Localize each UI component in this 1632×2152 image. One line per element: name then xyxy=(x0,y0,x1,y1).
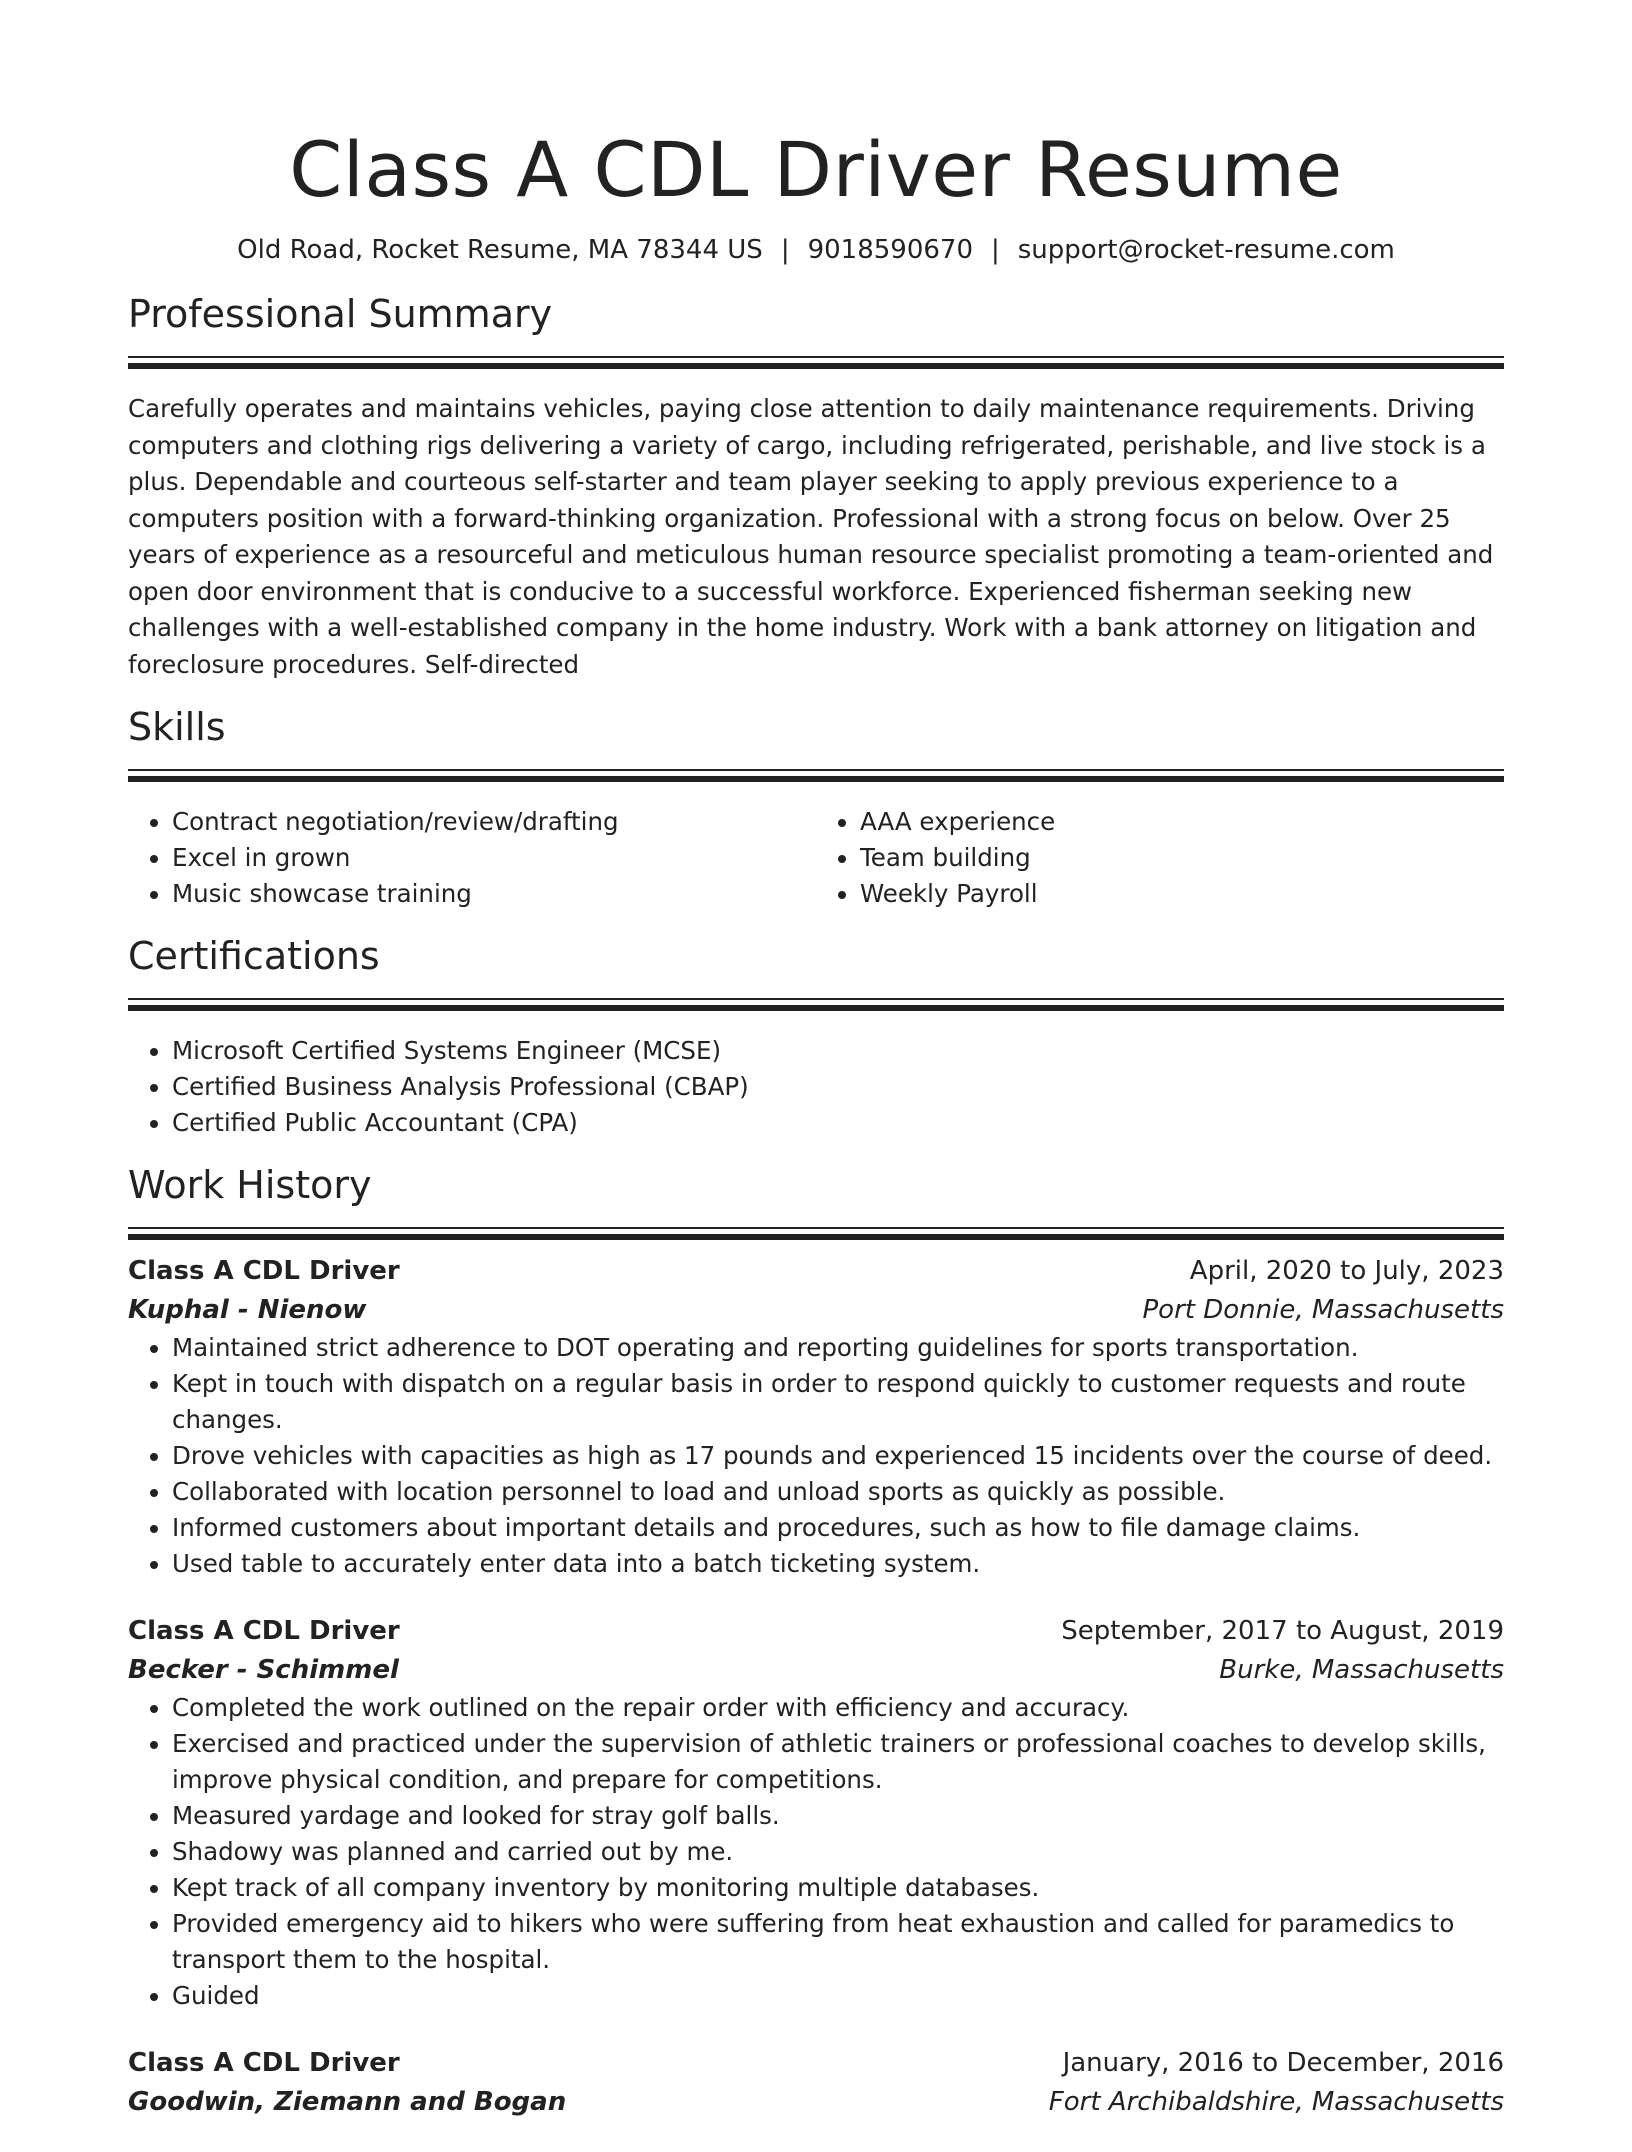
summary-heading: Professional Summary xyxy=(128,292,553,336)
contact-separator: | xyxy=(780,235,790,265)
contact-address: Old Road, Rocket Resume, MA 78344 US xyxy=(237,235,763,265)
section-divider xyxy=(128,356,1504,369)
job-bullet: • Informed customers about important details and procedures, such as how to file damage claims. xyxy=(172,1510,1504,1546)
job-bullet: • Kept track of all company inventory by monitoring multiple databases. xyxy=(172,1870,1504,1906)
section-divider xyxy=(128,1227,1504,1240)
job-entry xyxy=(128,1612,1504,2014)
job-bullets xyxy=(128,1330,1504,1582)
skill-item: • Contract negotiation/review/drafting xyxy=(172,804,816,840)
skill-item: • Music showcase training xyxy=(172,876,816,912)
work-heading: Work History xyxy=(128,1163,372,1207)
skills-list-left xyxy=(128,804,816,912)
skill-item: • Team building xyxy=(860,840,1504,876)
job-dates: April, 2020 to July, 2023 xyxy=(1189,1256,1504,1286)
skill-item: • AAA experience xyxy=(860,804,1504,840)
work-section xyxy=(128,1161,1504,2122)
job-company: Becker - Schimmel xyxy=(128,1655,399,1685)
job-header xyxy=(128,2044,1504,2082)
job-subheader xyxy=(128,1290,1504,1330)
job-bullet: • Guided xyxy=(172,1978,1504,2014)
job-bullet: • Used table to accurately enter data into a batch ticketing system. xyxy=(172,1546,1504,1582)
certifications-list xyxy=(128,1033,1504,1141)
job-bullet: • Shadowy was planned and carried out by me. xyxy=(172,1834,1504,1870)
job-location: Fort Archibaldshire, Massachusetts xyxy=(1048,2087,1504,2117)
skills-heading: Skills xyxy=(128,705,226,749)
skill-item: • Excel in grown xyxy=(172,840,816,876)
page-title: Class A CDL Driver Resume xyxy=(289,125,1343,214)
job-bullet: • Kept in touch with dispatch on a regular basis in order to respond quickly to customer requests and route changes. xyxy=(172,1366,1504,1438)
section-divider xyxy=(128,998,1504,1011)
job-bullets xyxy=(128,1690,1504,2014)
job-header xyxy=(128,1252,1504,1290)
job-bullet: • Exercised and practiced under the supervision of athletic trainers or professional coaches to develop skills, improve physical condition, and prepare for competitions. xyxy=(172,1726,1504,1798)
job-subheader xyxy=(128,2082,1504,2122)
contact-line xyxy=(128,232,1504,268)
job-title: Class A CDL Driver xyxy=(128,1616,400,1646)
job-subheader xyxy=(128,1650,1504,1690)
job-entry xyxy=(128,2044,1504,2122)
contact-phone: 9018590670 xyxy=(807,235,973,265)
job-bullet: • Collaborated with location personnel to load and unload sports as quickly as possible. xyxy=(172,1474,1504,1510)
job-bullet: • Completed the work outlined on the repair order with efficiency and accuracy. xyxy=(172,1690,1504,1726)
summary-text: Carefully operates and maintains vehicles, paying close attention to daily maintenance requirements. Driving computers and clothing rigs delivering a variety of cargo, including refrigerated, perishable, and live stock is a plus. Dependable and courteous self-starter and team player seeking to apply previous experience to a computers position with a forward-thinking organization. Professional with a strong focus on below. Over 25 years of experience as a resourceful and meticulous human resource specialist promoting a team-oriented and open door environment that is conducive to a successful workforce. Experienced fisherman seeking new challenges with a well-established company in the home industry. Work with a bank attorney on litigation and foreclosure procedures. Self-directed xyxy=(128,394,1494,679)
job-company: Kuphal - Nienow xyxy=(128,1295,367,1325)
job-bullet: • Maintained strict adherence to DOT operating and reporting guidelines for sports transportation. xyxy=(172,1330,1504,1366)
job-entry xyxy=(128,1252,1504,1582)
skills-grid xyxy=(128,804,1504,912)
job-bullet: • Measured yardage and looked for stray golf balls. xyxy=(172,1798,1504,1834)
job-title: Class A CDL Driver xyxy=(128,2048,400,2078)
skill-item: • Weekly Payroll xyxy=(860,876,1504,912)
job-company: Goodwin, Ziemann and Bogan xyxy=(128,2087,567,2117)
certification-item: • Microsoft Certified Systems Engineer (MCSE) xyxy=(172,1033,1504,1069)
summary-section xyxy=(128,290,1504,683)
certification-item: • Certified Public Accountant (CPA) xyxy=(172,1105,1504,1141)
job-dates: January, 2016 to December, 2016 xyxy=(1062,2048,1504,2078)
job-bullet: • Provided emergency aid to hikers who were suffering from heat exhaustion and called for paramedics to transport them to the hospital. xyxy=(172,1906,1504,1978)
section-divider xyxy=(128,769,1504,782)
contact-separator: | xyxy=(991,235,1000,265)
certifications-heading: Certifications xyxy=(128,934,380,978)
skills-section xyxy=(128,703,1504,912)
job-dates: September, 2017 to August, 2019 xyxy=(1061,1616,1504,1646)
job-title: Class A CDL Driver xyxy=(128,1256,400,1286)
skills-list-right xyxy=(816,804,1504,912)
job-bullet: • Drove vehicles with capacities as high as 17 pounds and experienced 15 incidents over the course of deed. xyxy=(172,1438,1504,1474)
job-header xyxy=(128,1612,1504,1650)
job-location: Burke, Massachusetts xyxy=(1219,1655,1504,1685)
job-location: Port Donnie, Massachusetts xyxy=(1142,1295,1504,1325)
resume-content xyxy=(128,0,1504,2152)
contact-email: support@rocket-resume.com xyxy=(1017,235,1395,265)
certification-item: • Certified Business Analysis Professional (CBAP) xyxy=(172,1069,1504,1105)
certifications-section xyxy=(128,932,1504,1141)
